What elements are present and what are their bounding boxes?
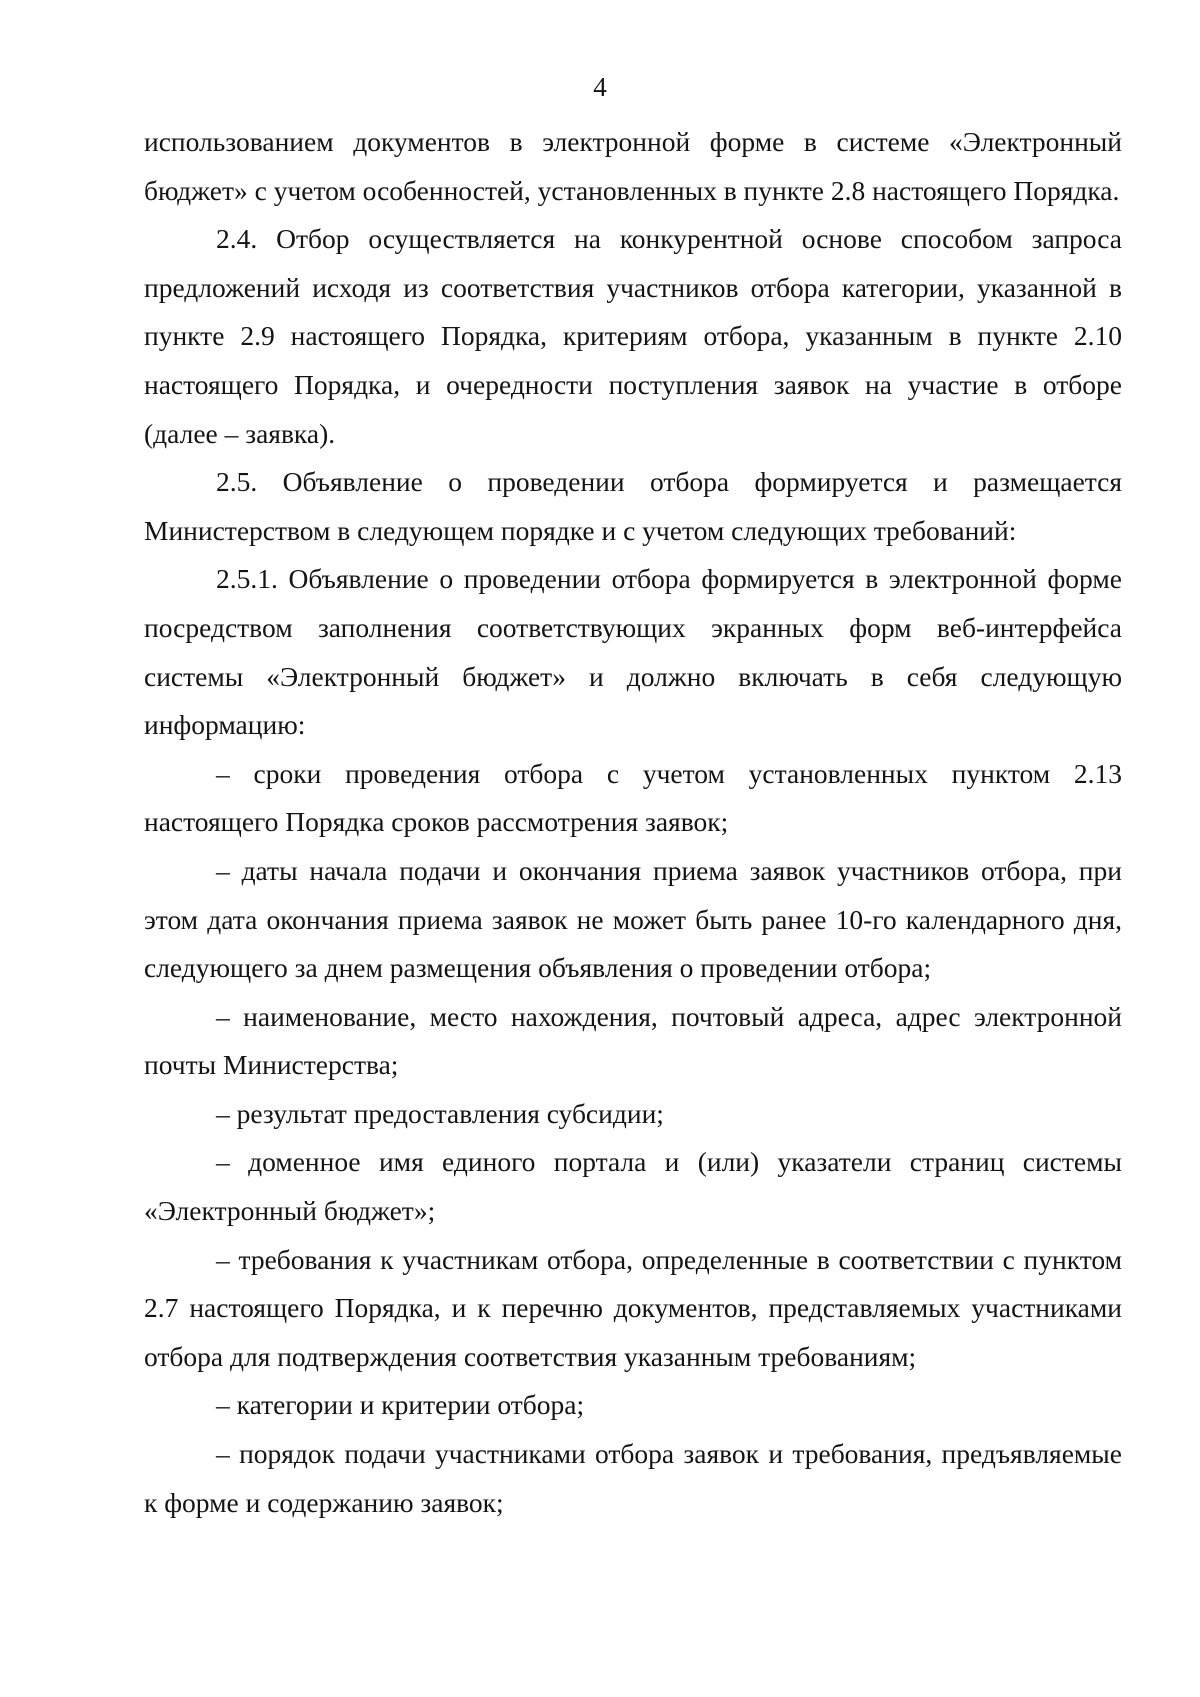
paragraph-2-5-1: 2.5.1. Объявление о проведении отбора формируется в электронной форме посредством заполнения соответствующих экранных форм веб-интерфейса системы «Электронный бюджет» и должно включать в себя следующую информацию: (144, 563, 1122, 741)
document-body (144, 118, 1122, 1527)
list-item-application-procedure: – порядок подачи участниками отбора заявок и требования, предъявляемые к форме и содержанию заявок; (144, 1438, 1122, 1518)
list-item-ministry-contacts: – наименование, место нахождения, почтовый адреса, адрес электронной почты Министерства; (144, 1000, 1122, 1081)
page-number: 4 (593, 72, 607, 102)
list-item-selection-terms: – сроки проведения отбора с учетом установленных пунктом 2.13 настоящего Порядка сроков рассмотрения заявок; (144, 757, 1122, 838)
paragraph-2-4: 2.4. Отбор осуществляется на конкурентной основе способом запроса предложений исходя из соответствия участников отбора категории, указанной в пункте 2.9 настоящего Порядка, критериям отбора, указанным в пункте 2.10 настоящего Порядка, и очередности поступления заявок на участие в отборе (далее – заявка). (144, 223, 1122, 449)
list-item-application-dates: – даты начала подачи и окончания приема заявок участников отбора, при этом дата окончания приема заявок не может быть ранее 10-го календарного дня, следующего за днем размещения объявления о проведении отбора; (144, 854, 1122, 984)
list-item-participant-requirements: – требования к участникам отбора, определенные в соответствии с пунктом 2.7 настоящего Порядка, и к перечню документов, представляемых участниками отбора для подтверждения соответствия указанным требованиям; (144, 1243, 1122, 1372)
list-item-categories-criteria: – категории и критерии отбора; (216, 1389, 585, 1421)
paragraph-2-5: 2.5. Объявление о проведении отбора формируется и размещается Министерством в следующем порядке и с учетом следующих требований: (144, 466, 1122, 546)
paragraph-continuation: использованием документов в электронной форме в системе «Электронный бюджет» с учетом особенностей, установленных в пункте 2.8 настоящего Порядка. (144, 126, 1122, 206)
list-item-subsidy-result: – результат предоставления субсидии; (216, 1097, 664, 1129)
list-item-portal-domain: – доменное имя единого портала и (или) указатели страниц системы «Электронный бюджет»; (144, 1146, 1122, 1227)
